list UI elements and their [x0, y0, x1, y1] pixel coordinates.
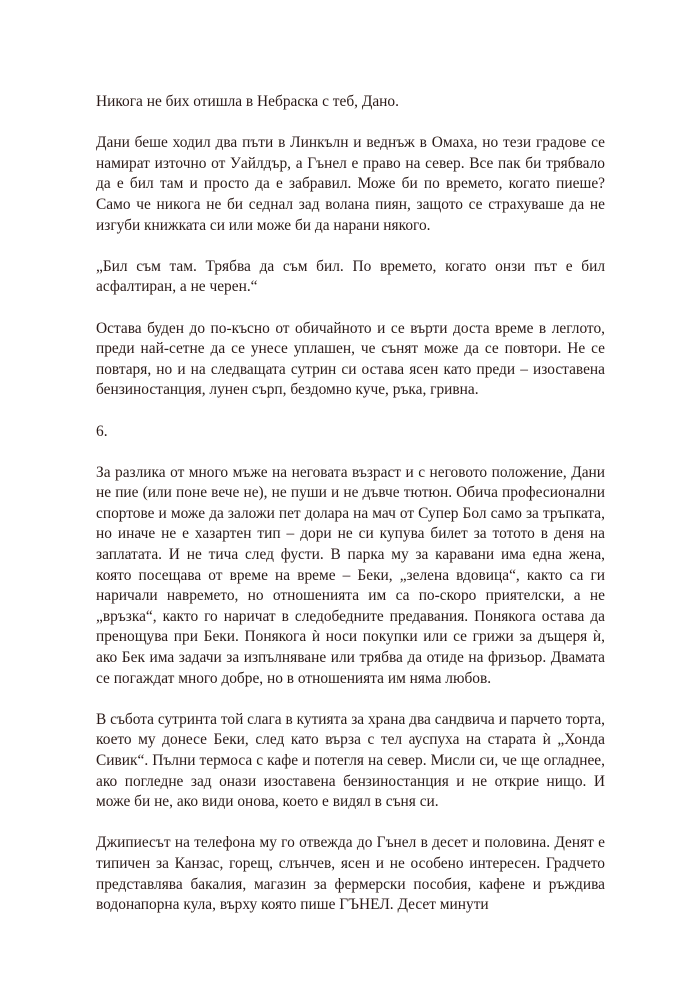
paragraph-danny-habits: За разлика от много мъже на неговата възраст и с неговото положение, Дани не пие (или поне вече не), не пуши и не дъвче тютюн. Обича професионални спортове и може да заложи пет долара на мач от Супер Бол само за тръпката, но иначе не е хазартен тип – дори не си купува билет за тотото в деня на заплатата. И не тича след фусти. В парка му за каравани има една жена, която посещава от време на време – Беки, „зелена вдовица“, както са ги наричали навремето, но отношенията им са по-скоро приятелски, а не „връзка“, както го наричат в следобедните предавания. Понякога остава да пренощува при Беки. Понякога ѝ носи покупки или се грижи за дъщеря ѝ, ако Бек има задачи за изпълняване или трябва да отиде на фризьор. Двамата се погаждат много добре, но в отношенията им няма любов.	[96, 463, 605, 687]
paragraph-opening-line: Никога не бих отишла в Небраска с теб, Дано.	[96, 93, 399, 110]
body-text	[96, 92, 605, 916]
paragraph-dream-night: Остава буден до по-късно от обичайното и се върти доста време в леглото, преди най-сетне да се унесе уплашен, че сънят може да се повтори. Не се повтаря, но и на следващата сутрин си остава ясен като преди – изоставена бензиностанция, лунен сърп, бездомно куче, ръка, гривна.	[96, 319, 605, 399]
paragraph-saturday-morning: В събота сутринта той слага в кутията за храна два сандвича и парчето торта, което му донесе Беки, след като върза с тел ауспуха на старата ѝ „Хонда Сивик“. Пълни термоса с кафе и потегля на север. Мисли си, че ще огладнее, ако погледне зад онази изоставена бензиностанция и не открие нищо. И може би не, ако види онова, което е видял в съня си.	[96, 710, 605, 811]
chapter-number: 6.	[96, 422, 108, 440]
paragraph-quote: „Бил съм там. Трябва да съм бил. По времето, когато онзи път е бил асфалтиран, а не черен.“	[96, 257, 605, 296]
paragraph-gps-gunnel: Джипиесът на телефона му го отвежда до Гънел в десет и половина. Денят е типичен за Канзас, горещ, слънчев, ясен и не особено интересен. Градчето представлява бакалия, магазин за фермерски пособия, кафене и ръждива водонапорна кула, върху която пише ГЪНЕЛ. Десет минути	[96, 834, 605, 914]
paragraph-danny-nebraska: Дани беше ходил два пъти в Линкълн и веднъж в Омаха, но тези градове се намират източно от Уайлдър, а Гънел е право на север. Все пак би трябвало да е бил там и просто да е забравил. Може би по времето, когато пиеше? Само че никога не би седнал зад волана пиян, защото се страхуваше да не изгуби книжката си или може би да нарани някого.	[96, 134, 605, 234]
